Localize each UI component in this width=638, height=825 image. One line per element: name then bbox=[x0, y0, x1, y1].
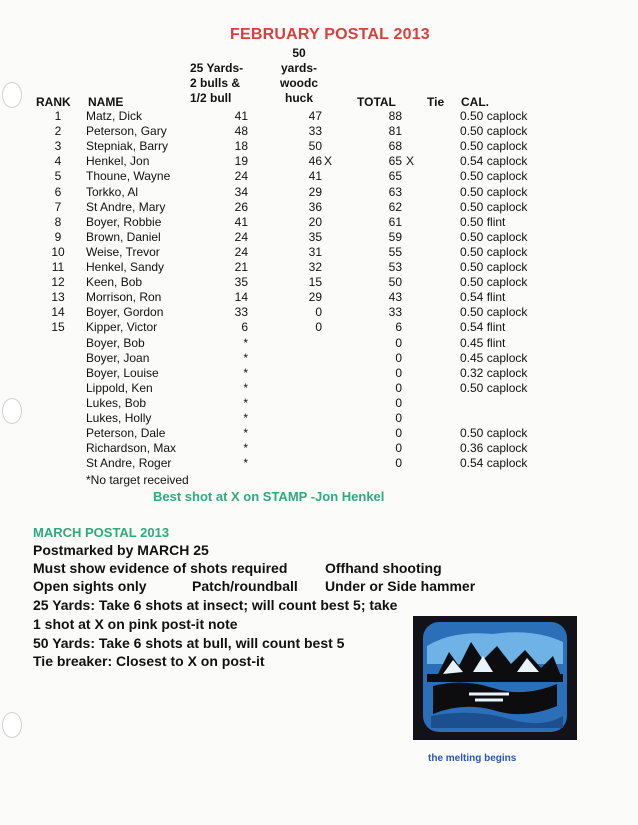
cell-cal: 0.45 flint bbox=[460, 335, 506, 350]
cell-s25: 41 bbox=[234, 214, 248, 229]
cell-s50: 50 bbox=[308, 139, 322, 154]
cell-cal: 0.45 caplock bbox=[460, 350, 528, 365]
cell-s25: 35 bbox=[234, 275, 248, 290]
cell-total: 65 bbox=[388, 154, 402, 169]
cell-rank: 11 bbox=[51, 260, 65, 274]
cell-s50: 41 bbox=[308, 169, 322, 184]
header-25-line: 25 Yards- bbox=[190, 61, 244, 75]
header-50-yards bbox=[276, 46, 322, 106]
cell-cal: 0.50 caplock bbox=[460, 169, 528, 184]
cell-total: 63 bbox=[388, 184, 402, 199]
cell-s50: 33 bbox=[308, 124, 322, 139]
cell-rank: 14 bbox=[51, 305, 65, 320]
cell-rank: 6 bbox=[54, 184, 62, 199]
hammer-rule: Under or Side hammer bbox=[325, 578, 476, 594]
cell-name: Stepniak, Barry bbox=[86, 139, 169, 154]
cell-s50: 0 bbox=[315, 305, 322, 320]
cell-name: Morrison, Ron bbox=[86, 290, 162, 305]
cell-cal: 0.50 caplock bbox=[460, 426, 528, 441]
cell-s50: 0 bbox=[315, 320, 322, 335]
header-50-line: huck bbox=[284, 91, 313, 105]
cell-total: 65 bbox=[388, 169, 402, 184]
cell-s25: * bbox=[243, 365, 248, 380]
iceberg-illustration bbox=[413, 616, 577, 740]
cell-cal: 0.50 caplock bbox=[460, 184, 528, 199]
cell-cal: 0.50 caplock bbox=[460, 124, 528, 139]
cell-rank: 3 bbox=[54, 139, 62, 154]
cell-total: 81 bbox=[388, 124, 402, 139]
cell-total: 0 bbox=[395, 380, 402, 395]
cell-name: Peterson, Gary bbox=[86, 124, 167, 139]
cell-s25: 6 bbox=[241, 320, 248, 335]
table-row bbox=[0, 441, 638, 456]
binder-hole bbox=[2, 82, 22, 108]
table-row bbox=[0, 290, 638, 305]
header-25-line: 1/2 bull bbox=[190, 91, 232, 105]
cell-s50: 31 bbox=[308, 244, 322, 259]
table-row bbox=[0, 169, 638, 184]
cell-total: 0 bbox=[395, 365, 402, 380]
cell-rank: 5 bbox=[54, 169, 62, 184]
cell-name: St Andre, Roger bbox=[86, 456, 172, 471]
header-50-line: yards- bbox=[280, 61, 318, 75]
cell-name: Matz, Dick bbox=[86, 109, 143, 123]
header-cal: CAL. bbox=[461, 95, 489, 109]
cell-s25: 24 bbox=[234, 229, 248, 244]
best-shot-note: Best shot at X on STAMP -Jon Henkel bbox=[153, 489, 385, 504]
offhand-rule: Offhand shooting bbox=[325, 560, 442, 576]
cell-name: Boyer, Joan bbox=[86, 350, 150, 365]
header-25-line: 2 bulls & bbox=[190, 76, 241, 90]
cell-s25: * bbox=[243, 411, 248, 425]
cell-name: Torkko, Al bbox=[86, 184, 139, 199]
rule-25-yards-cont: 1 shot at X on pink post-it note bbox=[33, 616, 238, 632]
table-row bbox=[0, 185, 638, 200]
cell-s25: 48 bbox=[234, 124, 248, 139]
cell-xt: X bbox=[406, 154, 415, 169]
artwork-caption: the melting begins bbox=[428, 753, 517, 764]
evidence-rule: Must show evidence of shots required bbox=[33, 560, 288, 576]
cell-name: Henkel, Jon bbox=[86, 154, 150, 169]
cell-s25: * bbox=[243, 456, 248, 471]
cell-s25: 41 bbox=[234, 109, 248, 123]
cell-total: 6 bbox=[395, 320, 402, 335]
cell-rank: 2 bbox=[54, 124, 62, 139]
cell-rank: 10 bbox=[51, 244, 65, 259]
cell-s25: 24 bbox=[234, 244, 248, 259]
cell-s25: * bbox=[243, 350, 248, 365]
rule-25-yards: 25 Yards: Take 6 shots at insect; will count best 5; take bbox=[33, 597, 398, 613]
cell-s50: 46 bbox=[308, 154, 322, 169]
table-row bbox=[0, 396, 638, 411]
march-title: MARCH POSTAL 2013 bbox=[33, 525, 170, 540]
cell-name: Brown, Daniel bbox=[86, 229, 161, 244]
cell-rank: 9 bbox=[54, 229, 62, 244]
cell-s50: 20 bbox=[308, 214, 322, 229]
table-row bbox=[0, 351, 638, 366]
cell-total: 53 bbox=[388, 260, 402, 274]
binder-hole bbox=[2, 712, 22, 738]
header-50-line: 50 bbox=[292, 46, 306, 60]
postmark-rule: Postmarked by MARCH 25 bbox=[33, 542, 209, 558]
cell-total: 0 bbox=[395, 335, 402, 350]
cell-cal: 0.50 caplock bbox=[460, 229, 528, 244]
cell-total: 33 bbox=[388, 305, 402, 320]
cell-total: 0 bbox=[395, 395, 402, 410]
cell-s25: 14 bbox=[234, 290, 248, 305]
patch-rule: Patch/roundball bbox=[192, 578, 298, 594]
cell-total: 59 bbox=[388, 229, 402, 244]
cell-rank: 13 bbox=[51, 290, 65, 305]
cell-name: Kipper, Victor bbox=[86, 320, 158, 335]
cell-name: Weise, Trevor bbox=[86, 244, 160, 259]
cell-s50: 32 bbox=[308, 260, 322, 274]
cell-s50: 15 bbox=[308, 275, 322, 290]
cell-name: Boyer, Bob bbox=[86, 335, 145, 350]
tie-breaker-rule: Tie breaker: Closest to X on post-it bbox=[33, 653, 265, 669]
cell-s25: * bbox=[243, 380, 248, 395]
cell-s25: 34 bbox=[234, 184, 248, 199]
cell-name: Peterson, Dale bbox=[86, 426, 166, 441]
table-row bbox=[0, 124, 638, 139]
cell-rank: 4 bbox=[54, 154, 62, 169]
cell-rank: 12 bbox=[51, 275, 65, 290]
cell-name: St Andre, Mary bbox=[86, 199, 166, 214]
footnote: *No target received bbox=[86, 473, 189, 487]
cell-total: 50 bbox=[388, 275, 402, 290]
cell-rank: 8 bbox=[54, 214, 62, 229]
cell-s25: * bbox=[243, 426, 248, 441]
cell-rank: 1 bbox=[54, 109, 62, 123]
cell-name: Henkel, Sandy bbox=[86, 260, 165, 274]
page-title: FEBRUARY POSTAL 2013 bbox=[230, 26, 430, 43]
table-row bbox=[0, 154, 638, 169]
cell-s50: 35 bbox=[308, 229, 322, 244]
cell-cal: 0.54 flint bbox=[460, 290, 506, 305]
cell-cal: 0.54 caplock bbox=[460, 456, 528, 471]
table-row bbox=[0, 245, 638, 260]
cell-name: Boyer, Louise bbox=[86, 365, 159, 380]
cell-cal: 0.50 caplock bbox=[460, 109, 528, 123]
cell-cal: 0.50 caplock bbox=[460, 244, 528, 259]
rule-50-yards: 50 Yards: Take 6 shots at bull, will count best 5 bbox=[33, 635, 345, 651]
cell-s50: 36 bbox=[308, 199, 322, 214]
cell-total: 62 bbox=[388, 199, 402, 214]
cell-s25: 21 bbox=[234, 260, 248, 274]
table-row bbox=[0, 200, 638, 215]
table-row bbox=[0, 411, 638, 426]
cell-rank: 7 bbox=[54, 199, 62, 214]
sights-rule: Open sights only bbox=[33, 578, 147, 594]
cell-s25: * bbox=[243, 395, 248, 410]
cell-s50: 29 bbox=[308, 184, 322, 199]
melting-iceberg-artwork bbox=[413, 616, 577, 740]
cell-s25: 19 bbox=[234, 154, 248, 169]
cell-name: Thoune, Wayne bbox=[86, 169, 171, 184]
cell-s50: 29 bbox=[308, 290, 322, 305]
cell-cal: 0.54 caplock bbox=[460, 154, 528, 169]
cell-cal: 0.50 caplock bbox=[460, 199, 528, 214]
header-50-line: woodc bbox=[280, 76, 318, 90]
cell-rank: 15 bbox=[51, 320, 65, 335]
cell-total: 61 bbox=[388, 214, 402, 229]
table-row bbox=[0, 260, 638, 275]
table-row bbox=[0, 305, 638, 320]
cell-name: Boyer, Gordon bbox=[86, 305, 164, 320]
table-row bbox=[0, 230, 638, 245]
cell-name: Lippold, Ken bbox=[86, 380, 153, 395]
header-total: TOTAL bbox=[357, 95, 396, 109]
cell-name: Richardson, Max bbox=[86, 441, 177, 456]
cell-x50: X bbox=[324, 154, 333, 169]
cell-cal: 0.32 caplock bbox=[460, 365, 528, 380]
cell-cal: 0.50 caplock bbox=[460, 380, 528, 395]
cell-s25: 26 bbox=[234, 199, 248, 214]
cell-s25: 33 bbox=[234, 305, 248, 320]
cell-total: 43 bbox=[388, 290, 402, 305]
header-tie: Tie bbox=[427, 95, 445, 109]
cell-total: 0 bbox=[395, 411, 402, 425]
cell-cal: 0.50 caplock bbox=[460, 260, 528, 274]
cell-total: 68 bbox=[388, 139, 402, 154]
cell-name: Boyer, Robbie bbox=[86, 214, 162, 229]
table-row bbox=[0, 336, 638, 351]
cell-s25: * bbox=[243, 441, 248, 456]
cell-total: 0 bbox=[395, 426, 402, 441]
cell-cal: 0.36 caplock bbox=[460, 441, 528, 456]
table-row bbox=[0, 109, 638, 124]
table-row bbox=[0, 275, 638, 290]
cell-cal: 0.50 caplock bbox=[460, 305, 528, 320]
table-row bbox=[0, 320, 638, 335]
cell-cal: 0.50 caplock bbox=[460, 275, 528, 290]
header-25-yards bbox=[190, 61, 243, 106]
table-row bbox=[0, 215, 638, 230]
cell-total: 88 bbox=[388, 109, 402, 123]
cell-s25: * bbox=[243, 335, 248, 350]
cell-total: 0 bbox=[395, 350, 402, 365]
cell-name: Lukes, Holly bbox=[86, 411, 152, 425]
cell-name: Keen, Bob bbox=[86, 275, 143, 290]
table-row bbox=[0, 381, 638, 396]
cell-name: Lukes, Bob bbox=[86, 395, 147, 410]
cell-s50: 47 bbox=[308, 109, 322, 123]
table-row bbox=[0, 426, 638, 441]
table-row bbox=[0, 366, 638, 381]
cell-s25: 18 bbox=[234, 139, 248, 154]
table-row bbox=[0, 139, 638, 154]
cell-cal: 0.50 caplock bbox=[460, 139, 528, 154]
cell-cal: 0.54 flint bbox=[460, 320, 506, 335]
cell-cal: 0.50 flint bbox=[460, 214, 506, 229]
header-rank: RANK bbox=[36, 95, 71, 109]
cell-total: 0 bbox=[395, 441, 402, 456]
table-row bbox=[0, 456, 638, 471]
cell-total: 0 bbox=[395, 456, 402, 471]
cell-s25: 24 bbox=[234, 169, 248, 184]
cell-total: 55 bbox=[388, 244, 402, 259]
header-name: NAME bbox=[88, 95, 124, 109]
